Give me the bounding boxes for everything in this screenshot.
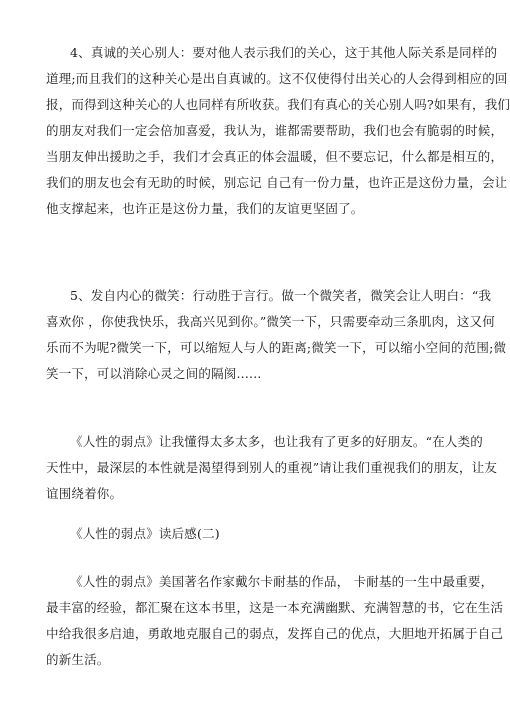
paragraph-book-lesson [46,429,498,507]
heading-text: 《人性的弱点》读后感(二) [70,526,220,541]
paragraph-intro-carnegie [46,569,504,673]
paragraph-sincere-care [46,40,510,222]
text-line: 我们的朋友也会有无助的时候，别忘记 自己有一份力量，也许正是这份力量，会让 [46,175,508,190]
text-line: 中给我很多启迪，勇敢地克服自己的弱点，发挥自己的优点，大胆地开拓属于自己 [46,626,504,641]
text-line: 《人性的弱点》美国著名作家戴尔卡耐基的作品， 卡耐基的一生中最重要， [70,574,494,589]
text-line: 的新生活。 [46,652,110,667]
text-line: 谊围绕着你。 [46,486,123,501]
section-heading [46,521,460,547]
text-line: 天性中，最深层的本性就是渴望得到别人的重视”请让我们重视我们的朋友，让友 [46,460,498,475]
paragraph-smile [46,283,507,387]
text-line: 《人性的弱点》让我懂得太多太多，也让我有了更多的好朋友。“在人类的 [70,434,483,449]
text-line: 的朋友对我们一定会倍加喜爱，我认为，谁都需要帮助，我们也会有脆弱的时候， [46,123,504,138]
text-line: 喜欢你 ，你使我快乐，我高兴见到你。”微笑一下，只需要牵动三条肌肉，这又何 [46,314,496,329]
text-line: 乐而不为呢?微笑一下，可以缩短人与人的距离;微笑一下，可以缩小空间的范围;微 [46,340,507,355]
text-line: 他支撑起来，也许正是这份力量，我们的友谊更坚固了。 [46,201,364,216]
text-line: 道理;而且我们的这种关心是出自真诚的。这不仅使得付出关心的人会得到相应的回 [46,71,508,86]
text-line: 最丰富的经验，都汇聚在这本书里，这是一本充满幽默、充满智慧的书，它在生活 [46,600,504,615]
text-line: 4、真诚的关心别人：要对他人表示我们的关心，这于其他人际关系是同样的 [70,45,498,60]
text-line: 报，而得到这种关心的人也同样有所收获。我们有真心的关心别人吗?如果有，我们 [46,97,510,112]
text-line: 当朋友伸出援助之手，我们才会真正的体会温暖，但不要忘记，什么都是相互的， [46,149,504,164]
text-line: 笑一下，可以消除心灵之间的隔阂...... [46,366,262,381]
text-line: 5、发自内心的微笑：行动胜于言行。做一个微笑者，微笑会让人明白：“我 [70,288,492,303]
